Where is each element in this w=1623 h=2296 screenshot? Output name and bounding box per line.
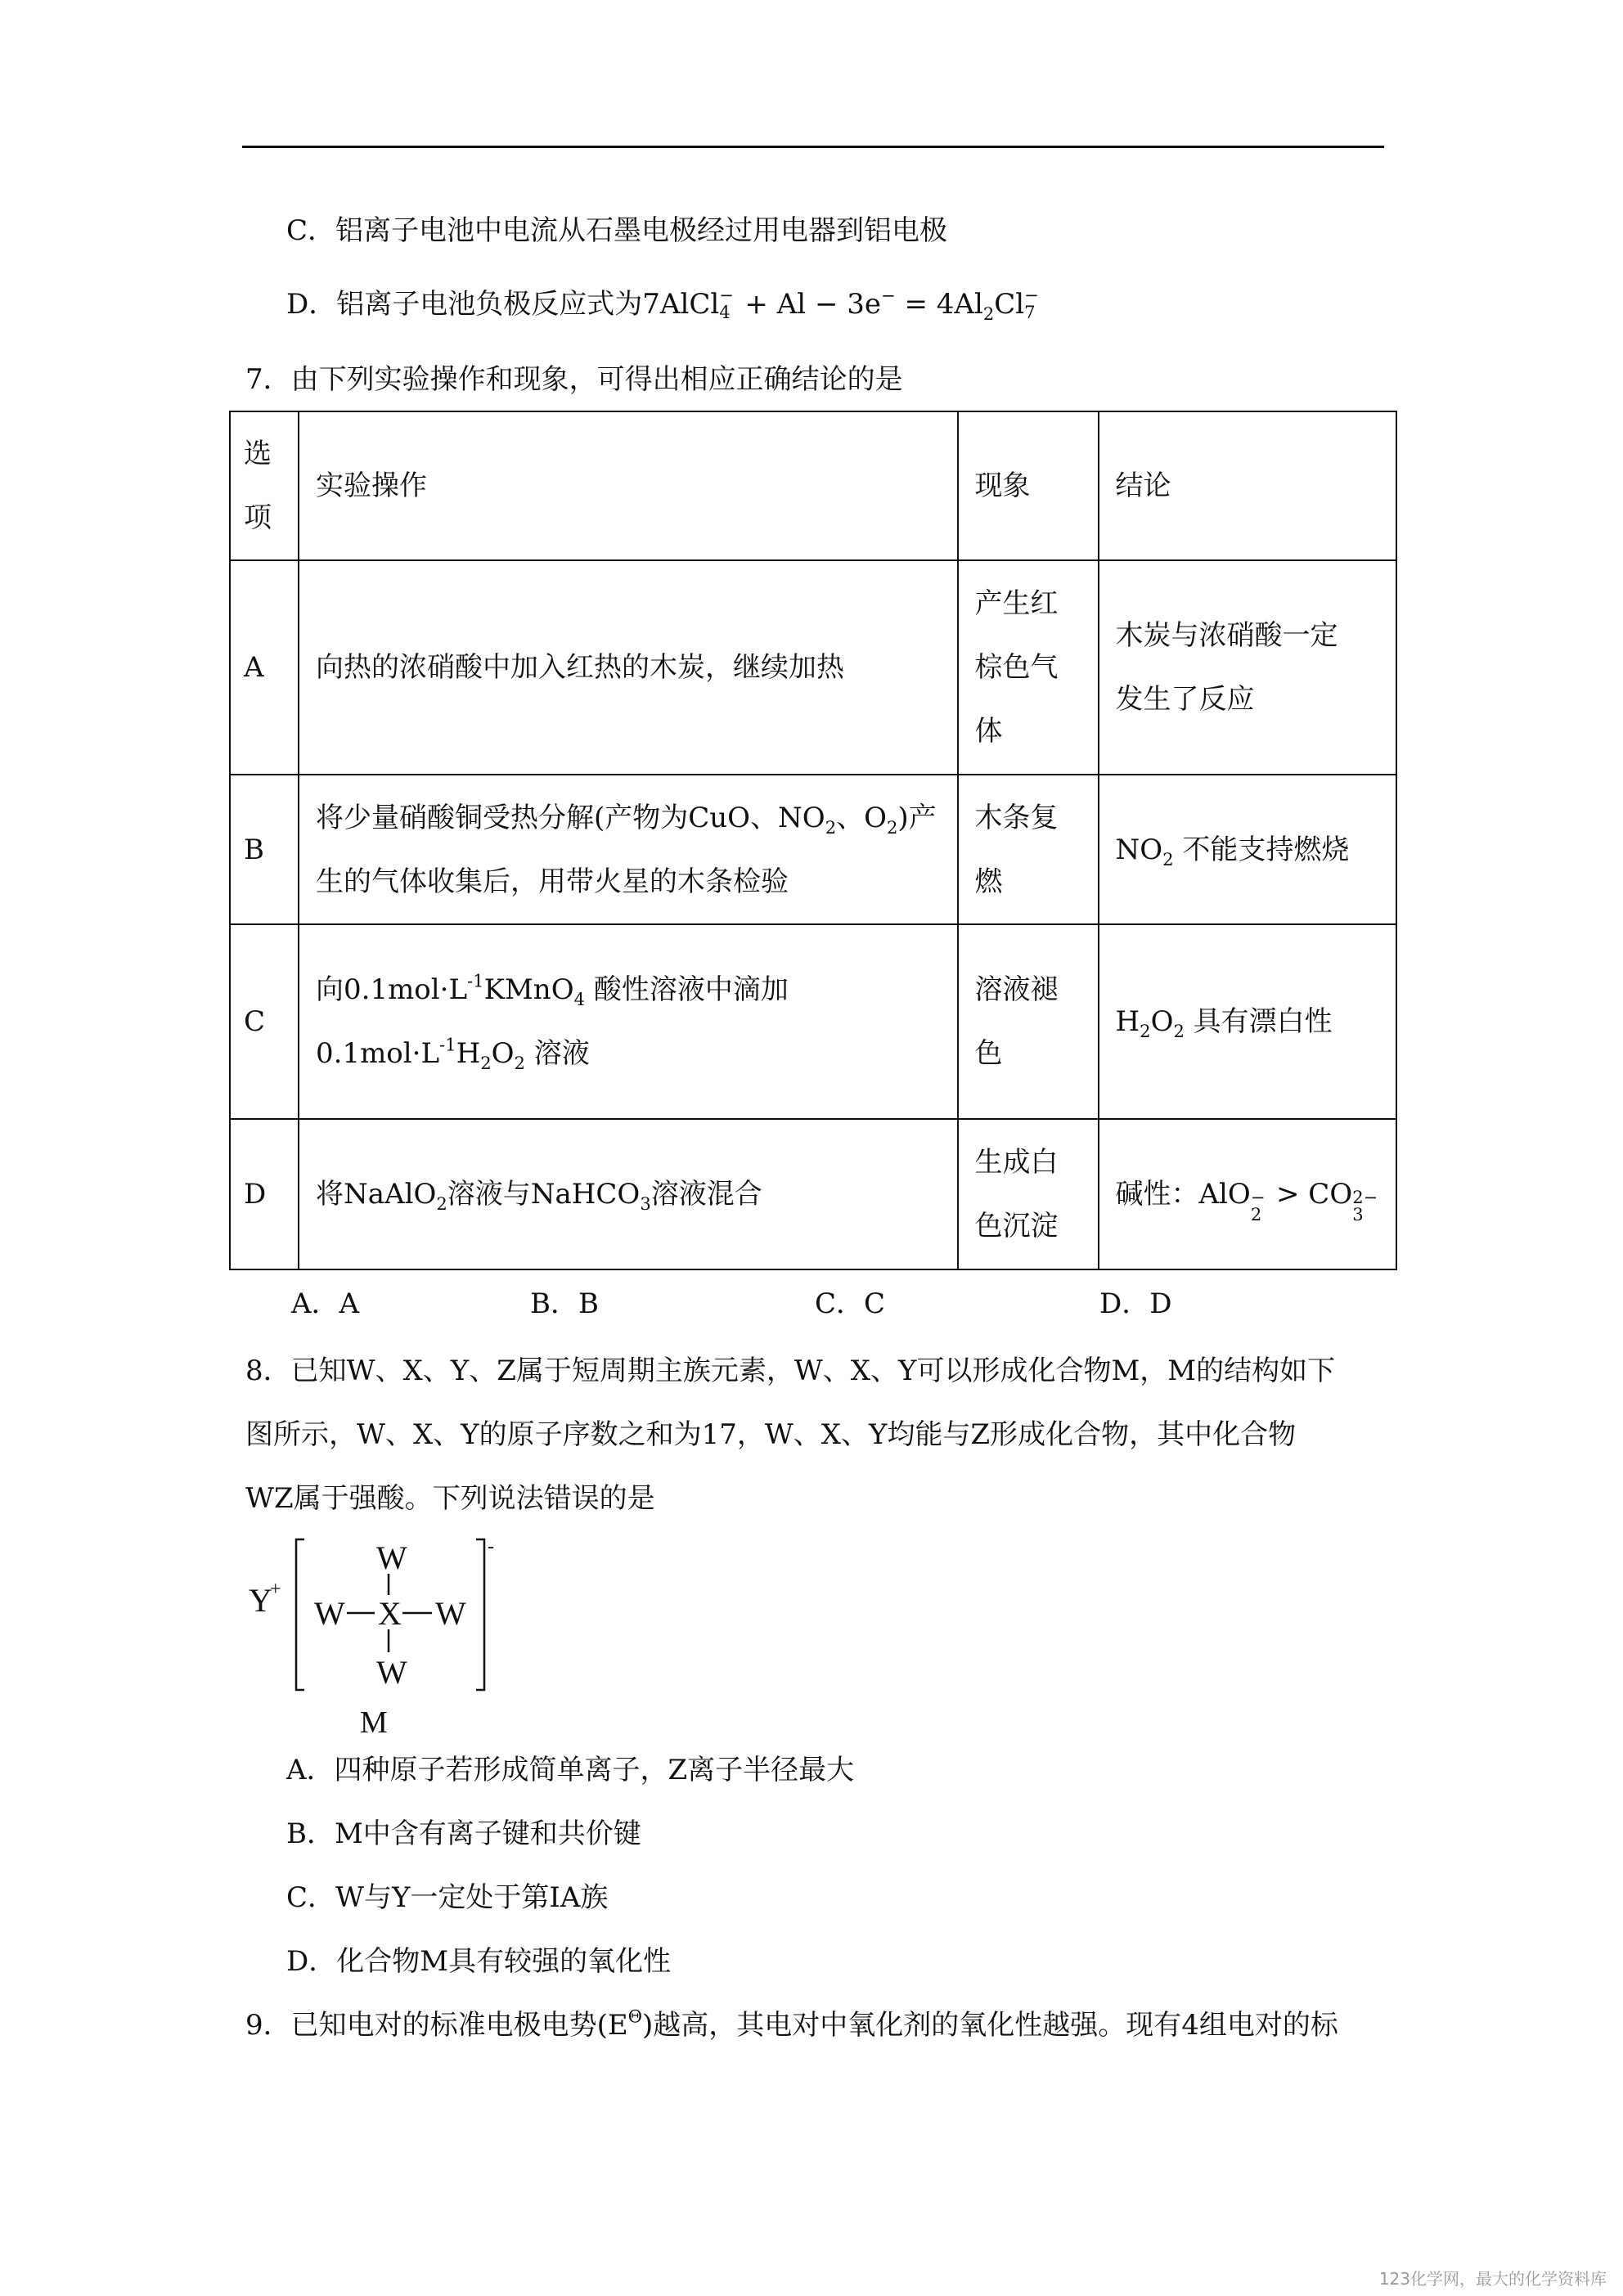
q8-option-c[interactable]: C．W与Y一定处于第IA族 [286,1881,609,1914]
answer-a[interactable]: A．A [291,1287,360,1320]
answer-c[interactable]: C．C [815,1287,886,1320]
row-option: D [230,1119,299,1269]
header-operation: 实验操作 [299,411,958,560]
row-operation: 将NaAlO$_2$溶液与NaHCO$_3$溶液混合 [299,1119,958,1269]
watermark: 123化学网，最大的化学资料库 [1378,2269,1607,2289]
table-row [230,560,1396,775]
q8-stem-line-1: 8．已知W、X、Y、Z属于短周期主族元素，W、X、Y可以形成化合物M，M的结构如下 [245,1355,1336,1387]
answer-b[interactable]: B．B [530,1287,599,1320]
row-phenomenon: 溶液褪 色 [958,924,1099,1119]
table-header-row [230,411,1396,560]
atom-w-top: W [376,1539,407,1576]
svg-text:+: + [270,1579,281,1600]
compound-m-structure [245,1521,507,1734]
row-phenomenon: 木条复 燃 [958,775,1099,924]
experiment-table [229,411,1397,1270]
table-row [230,924,1396,1119]
row-conclusion: $H_2O_2$ 具有漂白性 [1099,924,1397,1119]
row-conclusion: 木炭与浓硝酸一定 发生了反应 [1099,560,1397,775]
q8-option-a[interactable]: A．四种原子若形成简单离子，Z离子半径最大 [286,1754,855,1786]
q6-option-c: C．铝离子电池中电流从石墨电极经过用电器到铝电极 [286,214,948,247]
header-phenomenon: 现象 [958,411,1099,560]
atom-x-center: X [378,1595,402,1632]
q8-stem-line-2: 图所示，W、X、Y的原子序数之和为17，W、X、Y均能与Z形成化合物，其中化合物 [245,1418,1297,1451]
row-operation: 向$0.1mol\cdot L^{-1}KMnO_4$ 酸性溶液中滴加 $0.1mol\cdot L^{-1}H_2O_2$ 溶液 [299,924,958,1119]
atom-w-left: W [314,1595,345,1632]
row-option: C [230,924,299,1119]
header-option: 选 项 [230,411,299,560]
header-conclusion: 结论 [1099,411,1397,560]
svg-text:-: - [488,1536,494,1557]
row-operation: 将少量硝酸铜受热分解(产物为CuO、$NO_2$、$O_2$)产 生的气体收集后，用带火星的木条检验 [299,775,958,924]
answer-d[interactable]: D．D [1099,1287,1172,1320]
row-conclusion: $NO_2$ 不能支持燃烧 [1099,775,1397,924]
row-operation: 向热的浓硝酸中加入红热的木炭，继续加热 [299,560,958,775]
table-row [230,1119,1396,1269]
row-conclusion: 碱性：AlO − 2 > CO 2− 3 [1099,1119,1397,1269]
cation-y: Y [249,1582,272,1619]
q8-option-b[interactable]: B．M中含有离子键和共价键 [286,1817,641,1850]
row-option: B [230,775,299,924]
q8-stem-line-3: WZ属于强酸。下列说法错误的是 [245,1482,655,1515]
atom-w-bottom: W [376,1654,407,1691]
q7-stem: 7．由下列实验操作和现象，可得出相应正确结论的是 [245,363,903,396]
atom-w-right: W [435,1595,466,1632]
q8-option-d[interactable]: D．化合物M具有较强的氧化性 [286,1945,672,1978]
row-option: A [230,560,299,775]
table-row [230,775,1396,924]
q9-stem: 9．已知电对的标准电极电势$(E^\Theta)$越高，其电对中氧化剂的氧化性越强。现有4组电对的标 [245,2006,1338,2042]
compound-label: M [360,1705,388,1740]
q6-option-d: D．铝离子电池负极反应式为7AlCl − 4 + $Al - 3e^- = 4Al_2Cl$ − 7 [286,285,1039,324]
row-phenomenon: 生成白 色沉淀 [958,1119,1099,1269]
header-rule [242,146,1384,148]
row-phenomenon: 产生红 棕色气 体 [958,560,1099,775]
